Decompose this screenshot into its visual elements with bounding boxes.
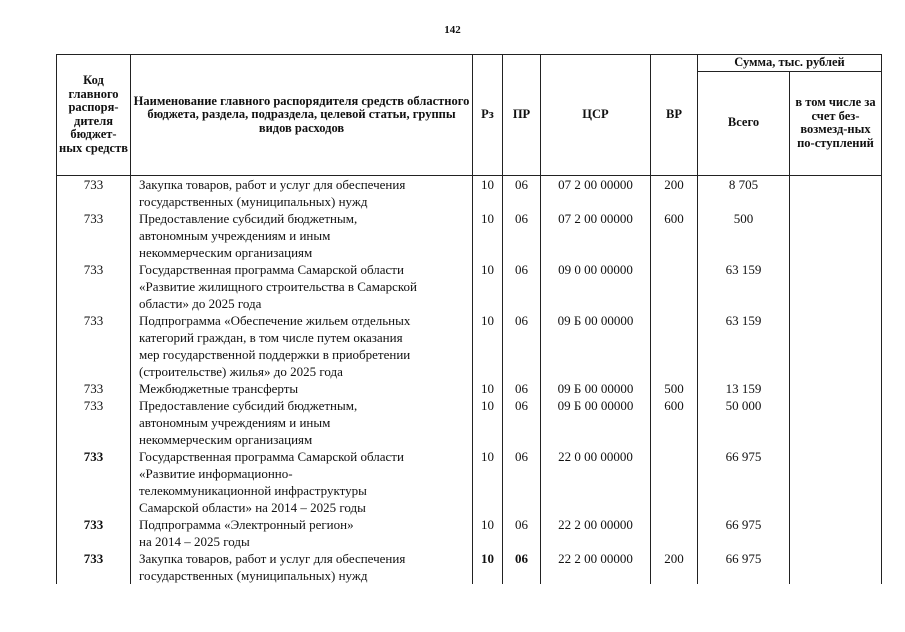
table-row: [57, 210, 882, 261]
cell-incl: [790, 210, 882, 261]
header-csr: ЦСР: [541, 55, 651, 176]
cell-name: Закупка товаров, работ и услуг для обеспечения государственных (муниципальных) нужд: [131, 175, 473, 210]
cell-incl: [790, 397, 882, 448]
cell-vr: 200: [651, 175, 698, 210]
cell-pr: 06: [503, 175, 541, 210]
cell-vr: 200: [651, 550, 698, 584]
table-header: [57, 55, 882, 176]
cell-code: 733: [57, 448, 131, 516]
cell-pr: 06: [503, 397, 541, 448]
cell-name: Подпрограмма «Электронный регион» на 2014 – 2025 годы: [131, 516, 473, 550]
cell-csr: 09 Б 00 00000: [541, 397, 651, 448]
cell-pr: 06: [503, 261, 541, 312]
cell-pr: 06: [503, 516, 541, 550]
cell-csr: 07 2 00 00000: [541, 175, 651, 210]
cell-csr: 22 2 00 00000: [541, 516, 651, 550]
table-row: [57, 516, 882, 550]
cell-total: 13 159: [698, 380, 790, 397]
table-row: [57, 397, 882, 448]
cell-incl: [790, 448, 882, 516]
cell-rz: 10: [473, 175, 503, 210]
cell-vr: [651, 448, 698, 516]
cell-rz: 10: [473, 380, 503, 397]
cell-rz: 10: [473, 397, 503, 448]
header-pr: ПР: [503, 55, 541, 176]
cell-pr: 06: [503, 550, 541, 584]
table-row: [57, 448, 882, 516]
cell-incl: [790, 261, 882, 312]
header-sum-group: Сумма, тыс. рублей: [698, 55, 882, 72]
budget-table: [56, 54, 882, 584]
header-name: Наименование главного распорядителя средств областного бюджета, раздела, подраздела, целевой статьи, группы видов расходов: [131, 55, 473, 176]
header-vr: ВР: [651, 55, 698, 176]
cell-name: Предоставление субсидий бюджетным, автономным учреждениям и иным некоммерческим организациям: [131, 397, 473, 448]
cell-name: Подпрограмма «Обеспечение жильем отдельных категорий граждан, в том числе путем оказания мер государственной поддержки в приобретении (строительстве) жилья» до 2025 года: [131, 312, 473, 380]
cell-incl: [790, 550, 882, 584]
header-rz: Рз: [473, 55, 503, 176]
cell-code: 733: [57, 397, 131, 448]
cell-incl: [790, 175, 882, 210]
table-row: [57, 550, 882, 584]
cell-total: 50 000: [698, 397, 790, 448]
cell-incl: [790, 516, 882, 550]
cell-code: 733: [57, 312, 131, 380]
cell-incl: [790, 380, 882, 397]
cell-code: 733: [57, 550, 131, 584]
cell-code: 733: [57, 261, 131, 312]
table-row: [57, 380, 882, 397]
table-row: [57, 175, 882, 210]
cell-incl: [790, 312, 882, 380]
cell-name: Государственная программа Самарской области «Развитие жилищного строительства в Самарской области» до 2025 года: [131, 261, 473, 312]
cell-code: 733: [57, 175, 131, 210]
cell-vr: 600: [651, 397, 698, 448]
cell-name: Предоставление субсидий бюджетным, автономным учреждениям и иным некоммерческим организациям: [131, 210, 473, 261]
cell-csr: 09 Б 00 00000: [541, 380, 651, 397]
cell-csr: 09 0 00 00000: [541, 261, 651, 312]
cell-code: 733: [57, 210, 131, 261]
cell-vr: 600: [651, 210, 698, 261]
cell-rz: 10: [473, 516, 503, 550]
cell-rz: 10: [473, 550, 503, 584]
cell-csr: 22 0 00 00000: [541, 448, 651, 516]
cell-name: Закупка товаров, работ и услуг для обеспечения государственных (муниципальных) нужд: [131, 550, 473, 584]
cell-vr: [651, 516, 698, 550]
header-total: Всего: [698, 71, 790, 175]
cell-csr: 09 Б 00 00000: [541, 312, 651, 380]
table-row: [57, 261, 882, 312]
header-incl: в том числе за счет без-возмезд-ных по-ступлений: [790, 71, 882, 175]
cell-csr: 22 2 00 00000: [541, 550, 651, 584]
cell-total: 63 159: [698, 312, 790, 380]
cell-code: 733: [57, 516, 131, 550]
cell-vr: [651, 312, 698, 380]
cell-vr: 500: [651, 380, 698, 397]
cell-total: 66 975: [698, 516, 790, 550]
cell-total: 66 975: [698, 448, 790, 516]
cell-name: Межбюджетные трансферты: [131, 380, 473, 397]
cell-name: Государственная программа Самарской области «Развитие информационно- телекоммуникационной инфраструктуры Самарской области» на 2014 – 2025 годы: [131, 448, 473, 516]
table-body: [57, 175, 882, 584]
cell-vr: [651, 261, 698, 312]
header-code: Код главного распоря-дителя бюджет-ных средств: [57, 55, 131, 176]
cell-rz: 10: [473, 448, 503, 516]
cell-total: 63 159: [698, 261, 790, 312]
cell-rz: 10: [473, 210, 503, 261]
cell-rz: 10: [473, 261, 503, 312]
cell-total: 8 705: [698, 175, 790, 210]
page-number: 142: [444, 24, 461, 36]
cell-pr: 06: [503, 210, 541, 261]
cell-csr: 07 2 00 00000: [541, 210, 651, 261]
cell-code: 733: [57, 380, 131, 397]
table-row: [57, 312, 882, 380]
cell-total: 66 975: [698, 550, 790, 584]
cell-pr: 06: [503, 380, 541, 397]
cell-rz: 10: [473, 312, 503, 380]
cell-pr: 06: [503, 312, 541, 380]
cell-total: 500: [698, 210, 790, 261]
cell-pr: 06: [503, 448, 541, 516]
